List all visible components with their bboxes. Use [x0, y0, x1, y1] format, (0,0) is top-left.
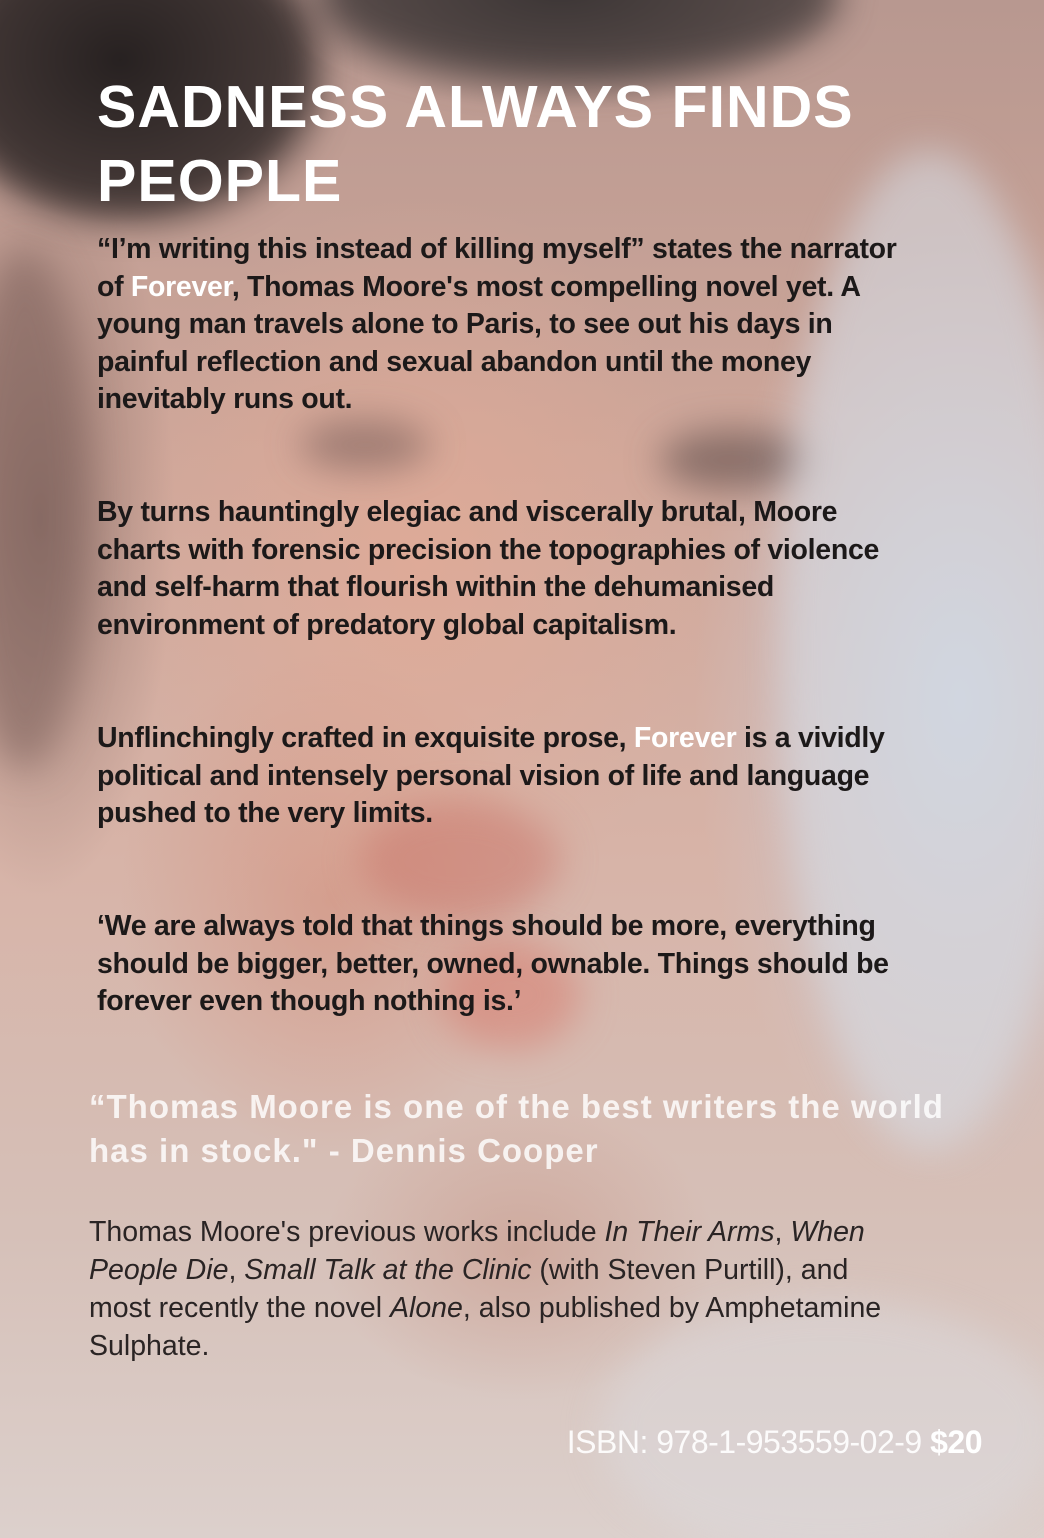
- isbn-price-line: [567, 1420, 982, 1464]
- price: $20: [930, 1424, 982, 1460]
- blurb-paragraph-2: By turns hauntingly elegiac and viscerally brutal, Moore charts with forensic precision the topographies of violence and self-harm that flourish within the dehumanised environment of predatory global capitalism.: [97, 496, 880, 641]
- blurb-paragraph-3: [97, 720, 897, 833]
- work-title: When People Die: [89, 1216, 865, 1286]
- separator: ,: [774, 1216, 791, 1248]
- previous-works-outro: , also published by Amphetamine Sulphate.: [89, 1292, 882, 1362]
- blurb-paragraph-1-text-a: “I’m writing this instead of killing myself” states the narrator of: [97, 233, 897, 303]
- separator: ,: [228, 1254, 245, 1286]
- isbn-number: 978-1-953559-02-9: [656, 1424, 922, 1460]
- background-photo-hair-top: [320, 0, 840, 80]
- blurb-paragraph-3-text-b: is a vividly political and intensely personal vision of life and language pushed to the very limits.: [97, 722, 885, 830]
- blurb-paragraph-1-text-b: , Thomas Moore's most compelling novel yet. A young man travels alone to Paris, to see out his days in painful reflection and sexual abandon until the money inevitably runs out.: [97, 270, 860, 416]
- isbn-label: ISBN:: [566, 1424, 648, 1460]
- previous-works-middle: (with Steven Purtill), and most recently the novel: [89, 1254, 849, 1324]
- work-title: In Their Arms: [604, 1216, 775, 1248]
- work-title: Small Talk at the Clinic: [244, 1254, 532, 1286]
- cover-headline: SADNESS ALWAYS FINDS PEOPLE: [97, 74, 854, 214]
- review-quote: “Thomas Moore is one of the best writers the world has in stock." - Dennis Cooper: [89, 1088, 944, 1169]
- book-title-forever: Forever: [633, 722, 737, 754]
- book-title-forever: Forever: [130, 270, 232, 303]
- background-photo-shadow-left: [0, 250, 90, 770]
- blurb-paragraph-3-text-a: Unflinchingly crafted in exquisite prose,: [97, 722, 634, 754]
- previous-works: [89, 1213, 909, 1365]
- previous-works-intro: Thomas Moore's previous works include: [89, 1216, 605, 1248]
- background-photo-eye-left: [300, 420, 430, 470]
- author-quote-excerpt: ‘We are always told that things should be more, everything should be bigger, better, owned, ownable. Things should be forever even though nothing is.’: [97, 910, 889, 1018]
- background-photo-eye-right: [660, 430, 810, 490]
- blurb-paragraph-1: [97, 231, 897, 419]
- work-title: Alone: [389, 1292, 463, 1324]
